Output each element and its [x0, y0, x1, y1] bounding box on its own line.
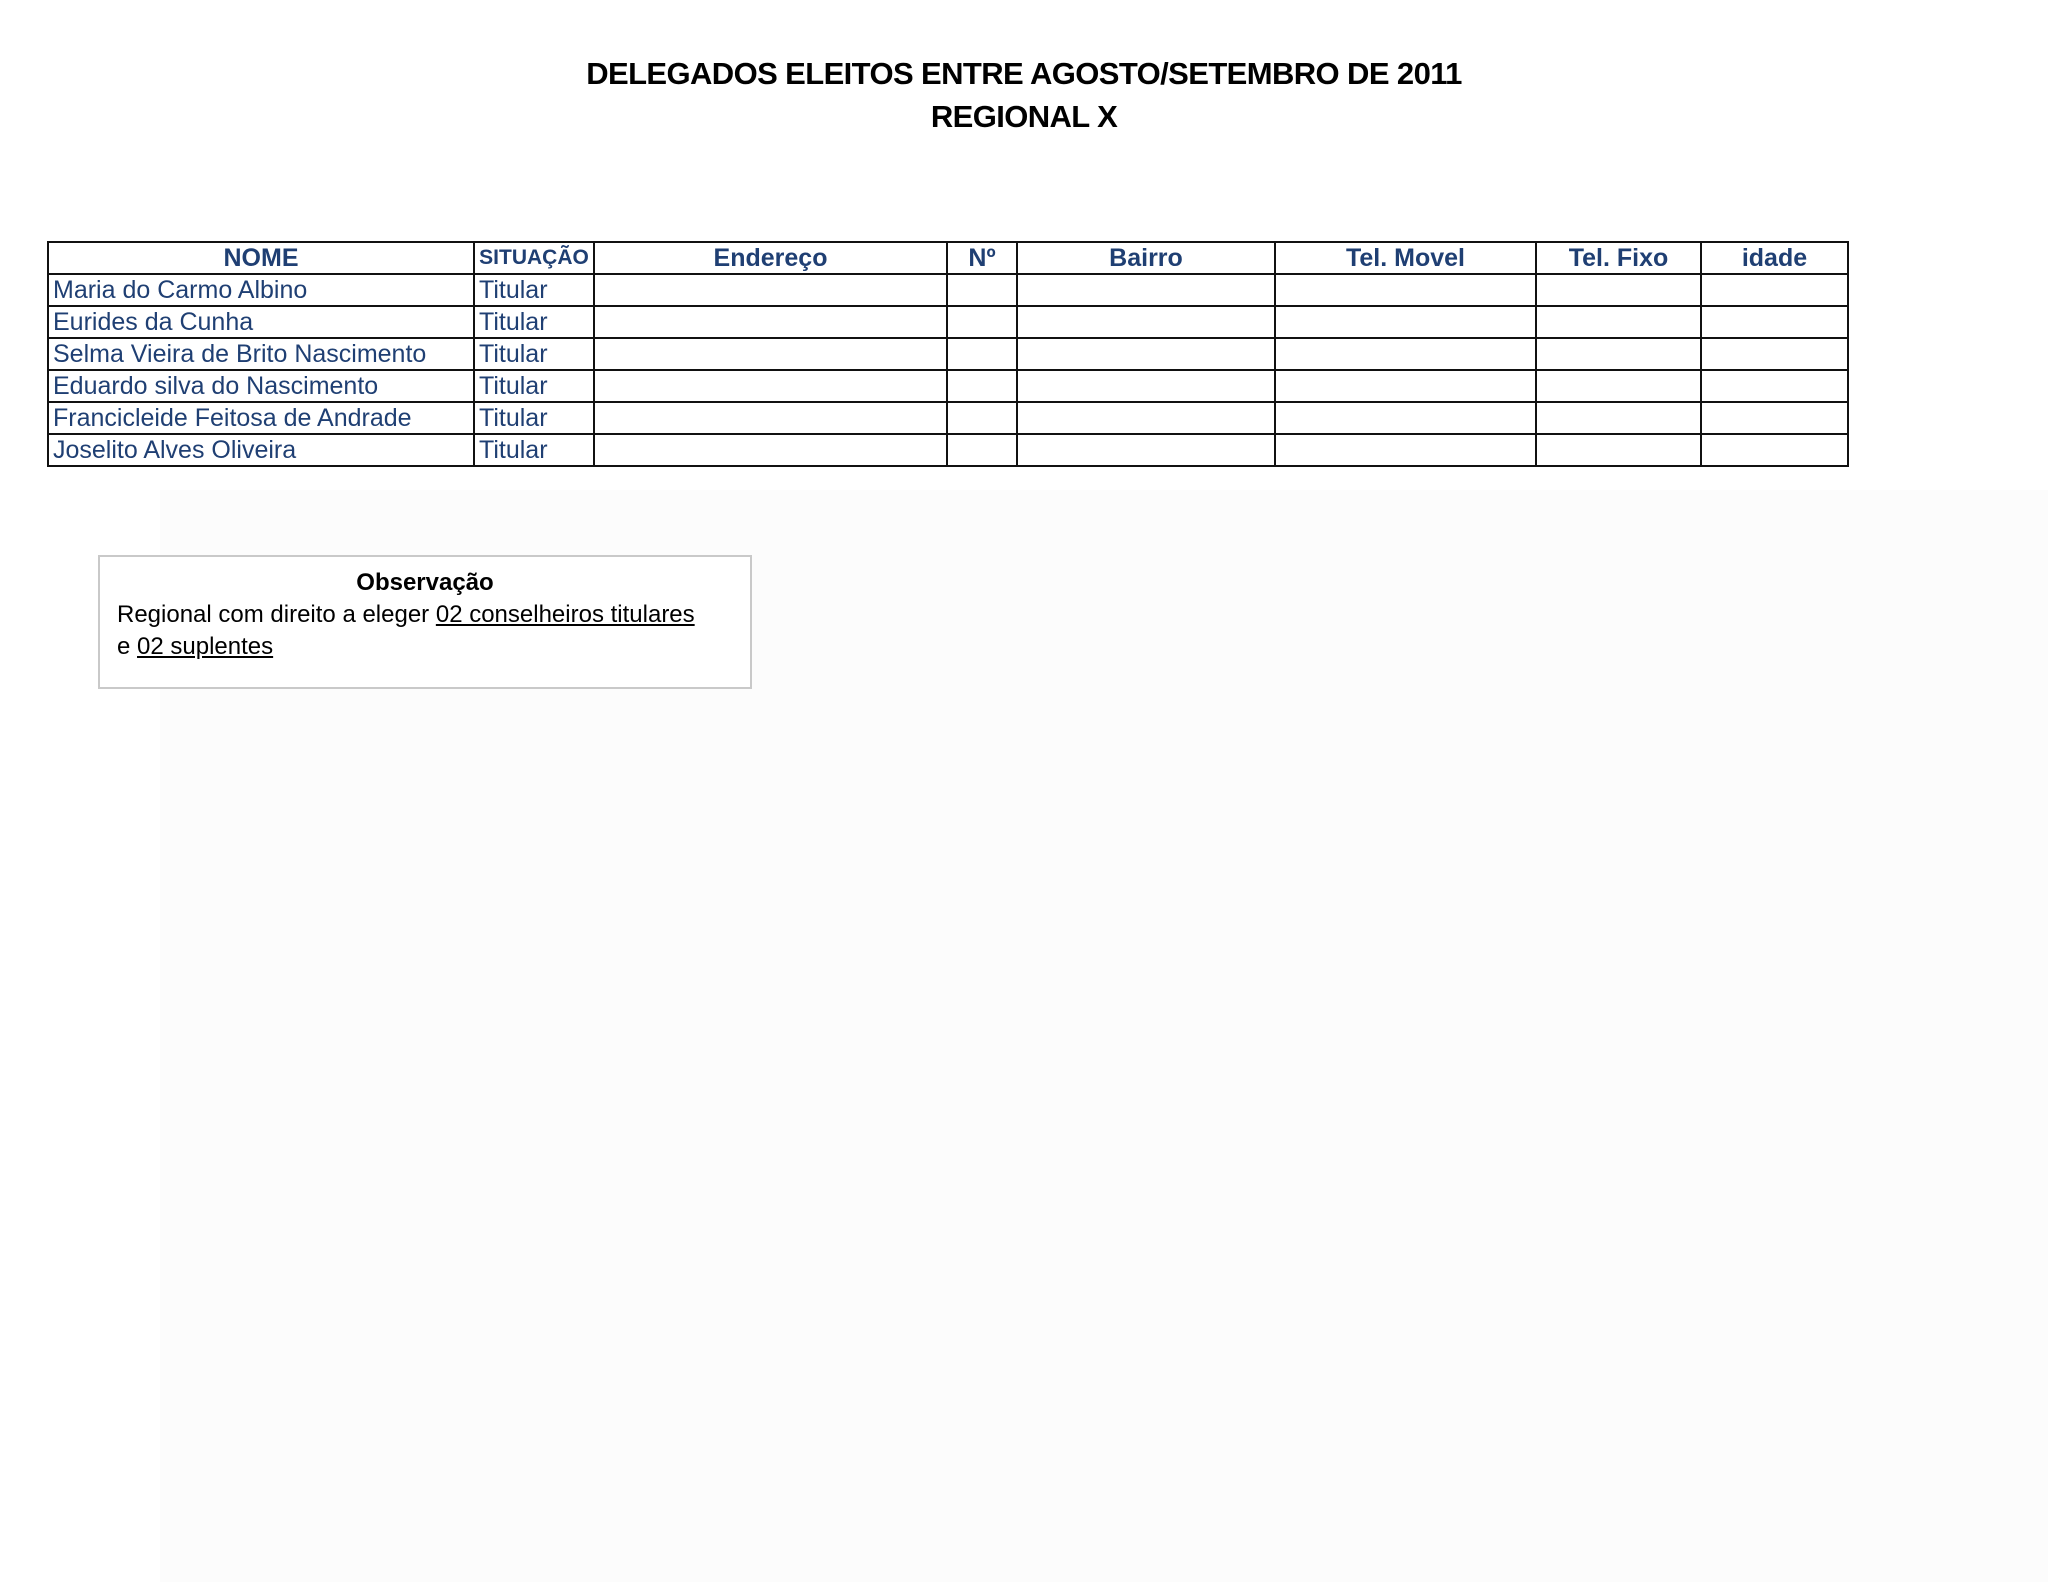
cell-tel-fixo	[1536, 306, 1701, 338]
delegates-table	[47, 241, 1849, 467]
document-title: DELEGADOS ELEITOS ENTRE AGOSTO/SETEMBRO DE 2011	[586, 56, 1462, 91]
cell-situacao: Titular	[474, 274, 594, 306]
cell-nome: Maria do Carmo Albino	[48, 274, 474, 306]
column-header-situacao: SITUAÇÃO	[474, 242, 594, 274]
cell-endereco	[594, 338, 947, 370]
cell-tel-fixo	[1536, 338, 1701, 370]
cell-tel-fixo	[1536, 434, 1701, 466]
cell-tel-fixo	[1536, 402, 1701, 434]
observation-text-part2: e	[117, 633, 138, 660]
table-row	[48, 274, 1848, 306]
cell-nome: Eduardo silva do Nascimento	[48, 370, 474, 402]
cell-idade	[1701, 306, 1848, 338]
observation-title: Observação	[356, 569, 494, 596]
column-header-tel-fixo: Tel. Fixo	[1536, 242, 1701, 274]
observation-text-councillors: 02 conselheiros titulares	[435, 601, 695, 628]
cell-bairro	[1017, 370, 1275, 402]
cell-situacao: Titular	[474, 402, 594, 434]
cell-numero	[947, 306, 1017, 338]
cell-nome: Selma Vieira de Brito Nascimento	[48, 338, 474, 370]
cell-tel-movel	[1275, 274, 1536, 306]
document-subtitle: REGIONAL X	[930, 99, 1118, 134]
cell-endereco	[594, 274, 947, 306]
cell-tel-movel	[1275, 434, 1536, 466]
cell-tel-movel	[1275, 306, 1536, 338]
cell-tel-movel	[1275, 402, 1536, 434]
column-header-numero: Nº	[947, 242, 1017, 274]
cell-situacao: Titular	[474, 338, 594, 370]
observation-text-substitutes: 02 suplentes	[137, 633, 274, 660]
cell-tel-fixo	[1536, 370, 1701, 402]
cell-endereco	[594, 306, 947, 338]
cell-tel-fixo	[1536, 274, 1701, 306]
cell-idade	[1701, 338, 1848, 370]
cell-idade	[1701, 434, 1848, 466]
table-row	[48, 434, 1848, 466]
table-row	[48, 338, 1848, 370]
observation-box	[98, 555, 752, 689]
cell-endereco	[594, 402, 947, 434]
observation-text	[117, 599, 737, 663]
cell-nome: Joselito Alves Oliveira	[48, 434, 474, 466]
cell-idade	[1701, 402, 1848, 434]
cell-bairro	[1017, 338, 1275, 370]
cell-situacao: Titular	[474, 306, 594, 338]
table-header-row	[48, 242, 1848, 274]
cell-numero	[947, 402, 1017, 434]
column-header-tel-movel: Tel. Movel	[1275, 242, 1536, 274]
cell-bairro	[1017, 434, 1275, 466]
table-row	[48, 306, 1848, 338]
table-row	[48, 370, 1848, 402]
cell-bairro	[1017, 274, 1275, 306]
cell-tel-movel	[1275, 338, 1536, 370]
cell-nome: Eurides da Cunha	[48, 306, 474, 338]
cell-tel-movel	[1275, 370, 1536, 402]
cell-endereco	[594, 370, 947, 402]
column-header-endereco: Endereço	[594, 242, 947, 274]
cell-situacao: Titular	[474, 434, 594, 466]
table-row	[48, 402, 1848, 434]
cell-situacao: Titular	[474, 370, 594, 402]
column-header-idade: idade	[1701, 242, 1848, 274]
cell-nome: Francicleide Feitosa de Andrade	[48, 402, 474, 434]
cell-idade	[1701, 274, 1848, 306]
column-header-bairro: Bairro	[1017, 242, 1275, 274]
cell-bairro	[1017, 402, 1275, 434]
cell-bairro	[1017, 306, 1275, 338]
cell-numero	[947, 338, 1017, 370]
cell-idade	[1701, 370, 1848, 402]
cell-numero	[947, 274, 1017, 306]
observation-text-part1: Regional com direito a eleger	[117, 601, 436, 628]
column-header-nome: NOME	[48, 242, 474, 274]
cell-numero	[947, 370, 1017, 402]
cell-numero	[947, 434, 1017, 466]
cell-endereco	[594, 434, 947, 466]
